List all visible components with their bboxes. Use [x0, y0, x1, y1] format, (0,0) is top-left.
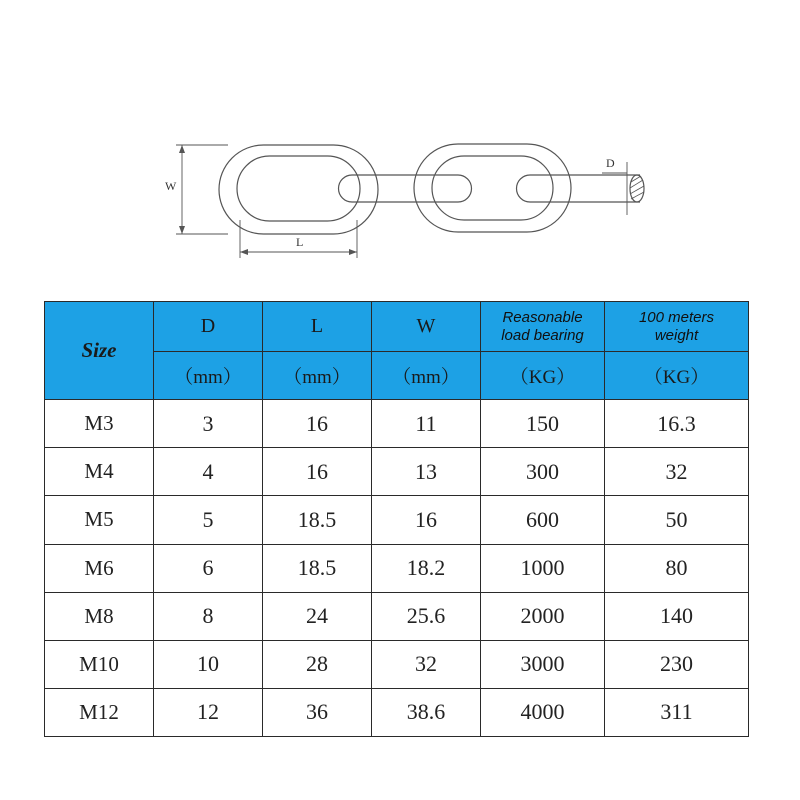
cell-weight: 50	[605, 496, 749, 544]
col-header-weight	[605, 302, 749, 352]
cell-load: 1000	[481, 544, 605, 592]
cell-w: 18.2	[372, 544, 481, 592]
unit-w: （mm）	[372, 352, 481, 400]
unit-l: （mm）	[263, 352, 372, 400]
cell-d: 10	[154, 640, 263, 688]
table-row	[45, 496, 749, 544]
cell-size: M6	[45, 544, 154, 592]
table-row	[45, 448, 749, 496]
cell-l: 16	[263, 400, 372, 448]
dimension-label-d: D	[606, 156, 615, 170]
unit-load: （KG）	[481, 352, 605, 400]
size-header: Size	[45, 302, 154, 400]
cell-d: 5	[154, 496, 263, 544]
cell-l: 36	[263, 688, 372, 736]
cell-weight: 32	[605, 448, 749, 496]
chain-link-1	[219, 145, 378, 234]
col-header-d: D	[154, 302, 263, 352]
cell-l: 18.5	[263, 496, 372, 544]
chain-link-3	[414, 144, 571, 232]
dimension-label-w: W	[165, 179, 177, 193]
table-row	[45, 544, 749, 592]
cell-load: 150	[481, 400, 605, 448]
cell-weight: 230	[605, 640, 749, 688]
cell-w: 25.6	[372, 592, 481, 640]
table-row	[45, 640, 749, 688]
cell-weight: 311	[605, 688, 749, 736]
table-row	[45, 592, 749, 640]
cell-size: M8	[45, 592, 154, 640]
cell-l: 18.5	[263, 544, 372, 592]
cell-size: M5	[45, 496, 154, 544]
cell-w: 13	[372, 448, 481, 496]
cell-size: M12	[45, 688, 154, 736]
cell-weight: 140	[605, 592, 749, 640]
cell-l: 28	[263, 640, 372, 688]
cell-load: 3000	[481, 640, 605, 688]
cell-d: 8	[154, 592, 263, 640]
col-header-weight-line1: 100 meters	[638, 308, 715, 326]
dimension-label-l: L	[296, 235, 304, 249]
cell-w: 16	[372, 496, 481, 544]
cell-weight: 80	[605, 544, 749, 592]
cell-size: M10	[45, 640, 154, 688]
cell-l: 24	[263, 592, 372, 640]
table-row	[45, 400, 749, 448]
cell-w: 11	[372, 400, 481, 448]
col-header-w: W	[372, 302, 481, 352]
cell-load: 2000	[481, 592, 605, 640]
cell-d: 12	[154, 688, 263, 736]
table-header-row	[45, 302, 749, 352]
col-header-load	[481, 302, 605, 352]
col-header-weight-line2: weight	[654, 326, 699, 344]
cell-weight: 16.3	[605, 400, 749, 448]
table-body	[45, 400, 749, 737]
cell-l: 16	[263, 448, 372, 496]
col-header-load-line2: load bearing	[501, 326, 584, 344]
col-header-load-line1: Reasonable	[502, 308, 583, 326]
cell-load: 4000	[481, 688, 605, 736]
cell-d: 4	[154, 448, 263, 496]
cell-w: 38.6	[372, 688, 481, 736]
cell-d: 3	[154, 400, 263, 448]
table-row	[45, 688, 749, 736]
cell-size: M4	[45, 448, 154, 496]
cell-load: 300	[481, 448, 605, 496]
cell-d: 6	[154, 544, 263, 592]
cell-load: 600	[481, 496, 605, 544]
col-header-l: L	[263, 302, 372, 352]
chain-link-diagram	[0, 0, 800, 290]
chain-link-4	[517, 175, 645, 202]
spec-table	[44, 301, 749, 737]
cell-size: M3	[45, 400, 154, 448]
unit-d: （mm）	[154, 352, 263, 400]
cell-w: 32	[372, 640, 481, 688]
unit-weight: （KG）	[605, 352, 749, 400]
